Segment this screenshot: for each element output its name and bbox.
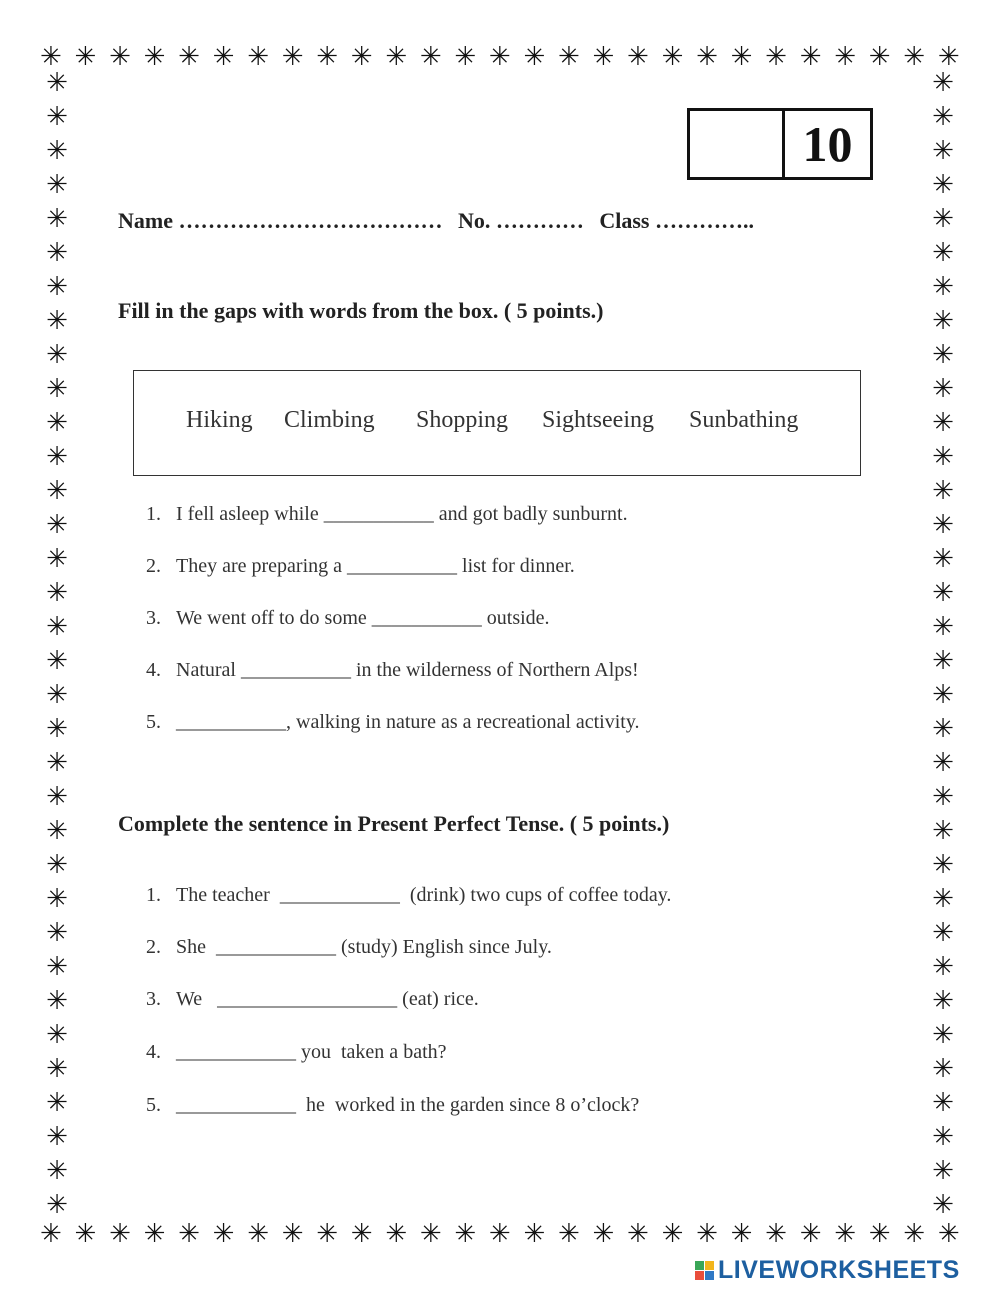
border-star-icon: ✳: [46, 442, 68, 472]
border-star-icon: ✳: [74, 1219, 97, 1249]
question-text: ____________ you taken a bath?: [176, 1041, 447, 1063]
question-number: 2.: [146, 936, 161, 958]
border-star-icon: ✳: [46, 714, 68, 744]
border-star-icon: ✳: [932, 1190, 954, 1218]
question-text: ____________ he worked in the garden since 8 o’clock?: [176, 1094, 640, 1116]
border-star-icon: ✳: [932, 1156, 954, 1186]
border-star-icon: ✳: [46, 70, 68, 98]
border-bottom: [40, 1217, 960, 1251]
border-left: [40, 70, 74, 1218]
section2-question[interactable]: [146, 1041, 447, 1064]
border-star-icon: ✳: [46, 986, 68, 1016]
class-field[interactable]: Class …………..: [599, 208, 754, 233]
border-star-icon: ✳: [932, 238, 954, 268]
border-star-icon: ✳: [46, 544, 68, 574]
border-star-icon: ✳: [178, 42, 200, 72]
border-star-icon: ✳: [932, 1054, 954, 1084]
border-star-icon: ✳: [932, 986, 954, 1016]
border-star-icon: ✳: [932, 1122, 954, 1152]
border-star-icon: ✳: [799, 42, 822, 72]
section1-question[interactable]: [146, 607, 550, 630]
border-star-icon: ✳: [488, 42, 511, 72]
border-star-icon: ✳: [932, 714, 954, 744]
border-star-icon: ✳: [46, 1054, 68, 1084]
border-star-icon: ✳: [799, 1219, 822, 1249]
border-star-icon: ✳: [932, 272, 954, 302]
border-star-icon: ✳: [932, 374, 954, 404]
border-star-icon: ✳: [212, 1219, 235, 1249]
word-bank-item: Hiking: [186, 407, 253, 433]
score-box: [687, 108, 873, 180]
border-star-icon: ✳: [46, 918, 68, 948]
border-star-icon: ✳: [40, 42, 62, 72]
border-star-icon: ✳: [46, 1156, 68, 1186]
question-text: I fell asleep while ___________ and got badly sunburnt.: [176, 503, 628, 525]
border-star-icon: ✳: [932, 884, 954, 914]
question-number: 1.: [146, 884, 161, 906]
border-star-icon: ✳: [868, 42, 891, 72]
number-field[interactable]: No. …………: [457, 208, 584, 233]
border-star-icon: ✳: [46, 680, 68, 710]
border-star-icon: ✳: [419, 42, 442, 72]
border-star-icon: ✳: [46, 272, 68, 302]
logo-blocks-icon: [695, 1261, 714, 1280]
border-star-icon: ✳: [592, 1219, 615, 1249]
border-star-icon: ✳: [932, 578, 954, 608]
name-field[interactable]: Name ………………………………: [118, 208, 443, 233]
border-top: [40, 40, 960, 74]
border-star-icon: ✳: [316, 1219, 339, 1249]
question-number: 5.: [146, 711, 161, 733]
border-star-icon: ✳: [316, 42, 339, 72]
border-star-icon: ✳: [281, 1219, 304, 1249]
border-star-icon: ✳: [730, 42, 753, 72]
border-star-icon: ✳: [932, 612, 954, 642]
border-star-icon: ✳: [488, 1219, 511, 1249]
question-number: 3.: [146, 607, 161, 629]
border-star-icon: ✳: [903, 42, 926, 72]
section1-question[interactable]: [146, 555, 575, 578]
section2-question[interactable]: [146, 884, 671, 907]
score-input-cell[interactable]: [690, 111, 785, 177]
liveworksheets-logo[interactable]: [695, 1255, 960, 1285]
border-star-icon: ✳: [46, 170, 68, 200]
border-star-icon: ✳: [932, 170, 954, 200]
border-star-icon: ✳: [46, 850, 68, 880]
section2-question[interactable]: [146, 988, 479, 1011]
border-star-icon: ✳: [932, 850, 954, 880]
border-star-icon: ✳: [454, 1219, 477, 1249]
border-star-icon: ✳: [661, 1219, 684, 1249]
logo-block: [705, 1271, 714, 1280]
brand-name: LIVEWORKSHEETS: [718, 1255, 960, 1284]
section1-heading: Fill in the gaps with words from the box. ( 5 points.): [118, 298, 604, 323]
border-star-icon: ✳: [385, 1219, 408, 1249]
border-star-icon: ✳: [46, 816, 68, 846]
border-star-icon: ✳: [932, 816, 954, 846]
question-text: She ____________ (study) English since July.: [176, 936, 552, 958]
border-star-icon: ✳: [932, 646, 954, 676]
border-star-icon: ✳: [419, 1219, 442, 1249]
border-star-icon: ✳: [281, 42, 304, 72]
section2-question[interactable]: [146, 1094, 639, 1117]
border-star-icon: ✳: [46, 408, 68, 438]
border-star-icon: ✳: [350, 1219, 373, 1249]
question-text: We went off to do some ___________ outside.: [176, 607, 550, 629]
word-bank-item: Climbing: [284, 407, 375, 433]
border-star-icon: ✳: [46, 612, 68, 642]
border-star-icon: ✳: [627, 42, 649, 72]
border-star-icon: ✳: [557, 42, 580, 72]
border-star-icon: ✳: [109, 42, 131, 72]
logo-block: [705, 1261, 714, 1270]
border-star-icon: ✳: [385, 42, 408, 72]
border-star-icon: ✳: [109, 1219, 131, 1249]
logo-block: [695, 1261, 704, 1270]
border-star-icon: ✳: [523, 1219, 546, 1249]
border-star-icon: ✳: [46, 340, 68, 370]
section2-question[interactable]: [146, 936, 552, 959]
border-star-icon: ✳: [46, 782, 68, 812]
border-star-icon: ✳: [932, 952, 954, 982]
border-star-icon: ✳: [932, 306, 954, 336]
border-star-icon: ✳: [868, 1219, 891, 1249]
border-star-icon: ✳: [523, 42, 546, 72]
question-text: We __________________ (eat) rice.: [176, 988, 479, 1010]
border-star-icon: ✳: [932, 1020, 954, 1050]
word-bank-item: Sightseeing: [542, 407, 654, 433]
border-star-icon: ✳: [696, 1219, 718, 1249]
student-info-line: [118, 208, 764, 234]
border-star-icon: ✳: [454, 42, 477, 72]
border-right: [926, 70, 960, 1218]
border-star-icon: ✳: [46, 748, 68, 778]
question-text: They are preparing a ___________ list for dinner.: [176, 555, 575, 577]
border-star-icon: ✳: [46, 306, 68, 336]
section1-question[interactable]: [146, 503, 628, 526]
border-star-icon: ✳: [592, 42, 615, 72]
border-star-icon: ✳: [932, 918, 954, 948]
border-star-icon: ✳: [932, 510, 954, 540]
border-star-icon: ✳: [46, 1122, 68, 1152]
border-star-icon: ✳: [932, 544, 954, 574]
border-star-icon: ✳: [143, 42, 166, 72]
border-star-icon: ✳: [932, 442, 954, 472]
border-star-icon: ✳: [247, 42, 269, 72]
border-star-icon: ✳: [247, 1219, 269, 1249]
question-number: 4.: [146, 1041, 161, 1063]
border-star-icon: ✳: [932, 1088, 954, 1118]
border-star-icon: ✳: [937, 1219, 960, 1249]
border-star-icon: ✳: [46, 578, 68, 608]
border-star-icon: ✳: [765, 42, 787, 72]
word-bank-box: [133, 370, 861, 476]
question-number: 4.: [146, 659, 161, 681]
logo-block: [695, 1271, 704, 1280]
section1-question[interactable]: [146, 711, 640, 734]
border-star-icon: ✳: [46, 1088, 68, 1118]
border-star-icon: ✳: [46, 646, 68, 676]
border-star-icon: ✳: [46, 136, 68, 166]
border-star-icon: ✳: [212, 42, 235, 72]
border-star-icon: ✳: [46, 510, 68, 540]
border-star-icon: ✳: [661, 42, 684, 72]
border-star-icon: ✳: [932, 70, 954, 98]
border-star-icon: ✳: [46, 204, 68, 234]
border-star-icon: ✳: [932, 102, 954, 132]
border-star-icon: ✳: [903, 1219, 926, 1249]
question-text: ___________, walking in nature as a recreational activity.: [176, 711, 640, 733]
border-star-icon: ✳: [932, 476, 954, 506]
section1-question[interactable]: [146, 659, 639, 682]
border-star-icon: ✳: [932, 204, 954, 234]
word-bank-item: Sunbathing: [689, 407, 799, 433]
border-star-icon: ✳: [46, 374, 68, 404]
border-star-icon: ✳: [834, 42, 857, 72]
border-star-icon: ✳: [932, 340, 954, 370]
border-star-icon: ✳: [932, 680, 954, 710]
question-number: 1.: [146, 503, 161, 525]
word-bank-item: Shopping: [416, 407, 509, 433]
question-number: 2.: [146, 555, 161, 577]
question-number: 5.: [146, 1094, 161, 1116]
question-number: 3.: [146, 988, 161, 1010]
border-star-icon: ✳: [46, 952, 68, 982]
border-star-icon: ✳: [557, 1219, 580, 1249]
question-text: Natural ___________ in the wilderness of Northern Alps!: [176, 659, 639, 681]
border-star-icon: ✳: [143, 1219, 166, 1249]
border-star-icon: ✳: [932, 408, 954, 438]
border-star-icon: ✳: [932, 782, 954, 812]
border-star-icon: ✳: [46, 476, 68, 506]
border-star-icon: ✳: [46, 102, 68, 132]
border-star-icon: ✳: [696, 42, 718, 72]
border-star-icon: ✳: [350, 42, 373, 72]
border-star-icon: ✳: [178, 1219, 200, 1249]
question-text: The teacher ____________ (drink) two cups of coffee today.: [176, 884, 672, 906]
border-star-icon: ✳: [730, 1219, 753, 1249]
border-star-icon: ✳: [932, 748, 954, 778]
border-star-icon: ✳: [627, 1219, 649, 1249]
border-star-icon: ✳: [74, 42, 97, 72]
border-star-icon: ✳: [46, 238, 68, 268]
border-star-icon: ✳: [765, 1219, 787, 1249]
score-total: 10: [802, 116, 853, 172]
border-star-icon: ✳: [40, 1219, 62, 1249]
border-star-icon: ✳: [46, 1020, 68, 1050]
border-star-icon: ✳: [46, 884, 68, 914]
border-star-icon: ✳: [46, 1190, 68, 1218]
section2-heading: Complete the sentence in Present Perfect Tense. ( 5 points.): [118, 811, 670, 836]
border-star-icon: ✳: [932, 136, 954, 166]
border-star-icon: ✳: [834, 1219, 857, 1249]
border-star-icon: ✳: [937, 42, 960, 72]
